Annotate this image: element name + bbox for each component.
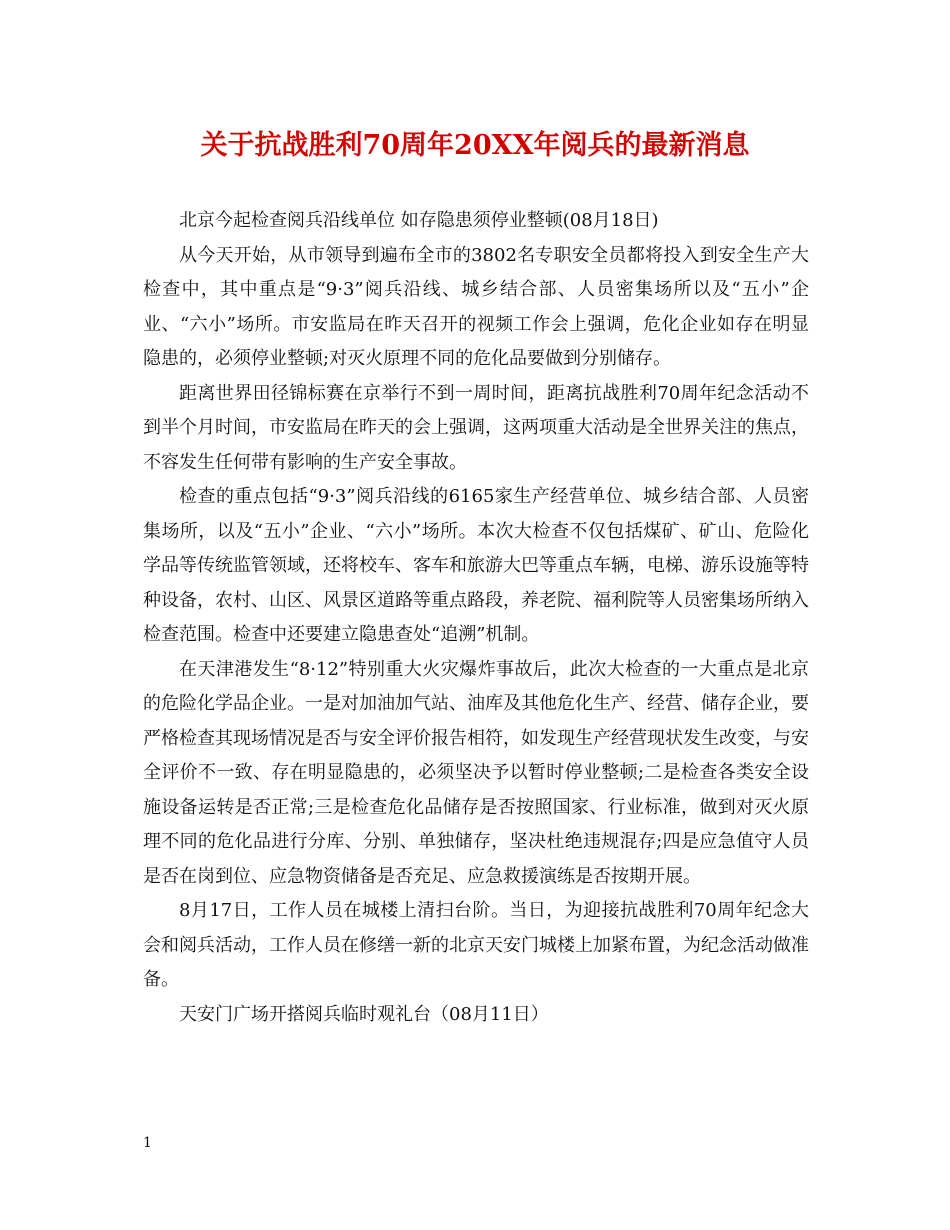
paragraph-headline-1: 北京今起检查阅兵沿线单位 如存隐患须停业整顿(08月18日) bbox=[179, 210, 659, 231]
document-body bbox=[143, 204, 809, 1032]
page-number: 1 bbox=[143, 1135, 152, 1151]
paragraph-3: 检查的重点包括“9·3”阅兵沿线的6165家生产经营单位、城乡结合部、人员密集场所，以及“五小”企业、“六小”场所。本次大检查不仅包括煤矿、矿山、危险化学品等传统监管领域，还将校车、客车和旅游大巴等重点车辆，电梯、游乐设施等特种设备，农村、山区、风景区道路等重点路段，养老院、福利院等人员密集场所纳入检查范围。检查中还要建立隐患查处“追溯”机制。 bbox=[143, 486, 809, 645]
paragraph-headline-2: 天安门广场开搭阅兵临时观礼台（08月11日） bbox=[179, 1003, 549, 1025]
paragraph-5: 8月17日，工作人员在城楼上清扫台阶。当日，为迎接抗战胜利70周年纪念大会和阅兵活动，工作人员在修缮一新的北京天安门城楼上加紧布置，为纪念活动做准备。 bbox=[143, 900, 809, 990]
document-title: 关于抗战胜利70周年20XX年阅兵的最新消息 bbox=[200, 130, 750, 161]
paragraph-2: 距离世界田径锦标赛在京举行不到一周时间，距离抗战胜利70周年纪念活动不到半个月时间，市安监局在昨天的会上强调，这两项重大活动是全世界关注的焦点，不容发生任何带有影响的生产安全事故。 bbox=[143, 382, 809, 473]
paragraph-4: 在天津港发生“8·12”特别重大火灾爆炸事故后，此次大检查的一大重点是北京的危险化学品企业。一是对加油加气站、油库及其他危化生产、经营、储存企业，要严格检查其现场情况是否与安全评价报告相符，如发现生产经营现状发生改变，与安全评价不一致、存在明显隐患的，必须坚决予以暂时停业整顿;二是检查各类安全设施设备运转是否正常;三是检查危化品储存是否按照国家、行业标准，做到对灭火原理不同的危化品进行分库、分别、单独储存，坚决杜绝违规混存;四是应急值守人员是否在岗到位、应急物资储备是否充足、应急救援演练是否按期开展。 bbox=[143, 658, 809, 887]
paragraph-1: 从今天开始，从市领导到遍布全市的3802名专职安全员都将投入到安全生产大检查中，其中重点是“9·3”阅兵沿线、城乡结合部、人员密集场所以及“五小”企业、“六小”场所。市安监局在昨天召开的视频工作会上强调，危化企业如存在明显隐患的，必须停业整顿;对灭火原理不同的危化品要做到分别储存。 bbox=[143, 244, 809, 369]
